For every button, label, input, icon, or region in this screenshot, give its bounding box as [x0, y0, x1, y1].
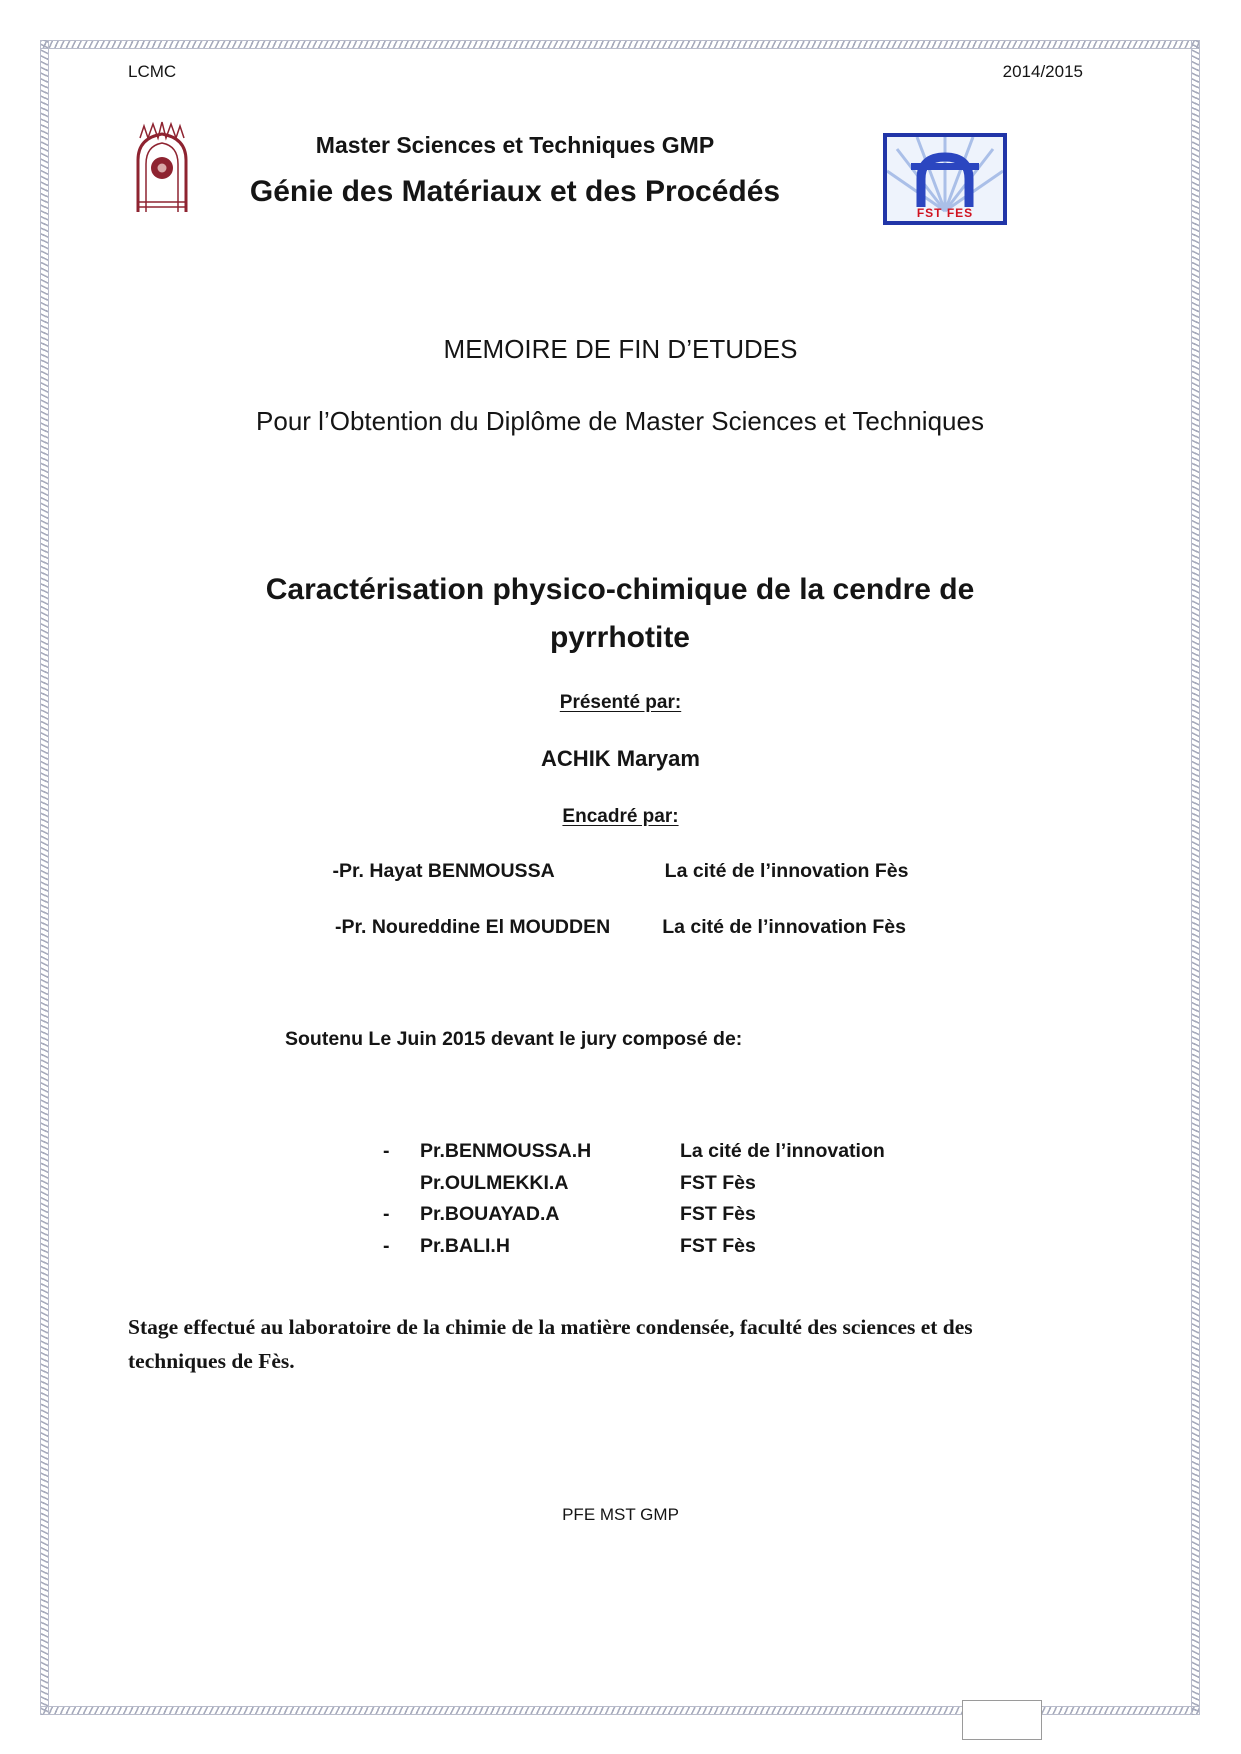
jury-member-name: Pr.BENMOUSSA.H: [420, 1140, 592, 1162]
page-border-top: [40, 40, 1200, 49]
header-academic-year: 2014/2015: [1002, 62, 1083, 81]
jury-list: [383, 1136, 885, 1262]
jury-member-name: Pr.OULMEKKI.A: [420, 1171, 569, 1194]
jury-bullet: -: [383, 1140, 390, 1162]
jury-bullet: -: [383, 1234, 390, 1257]
program-specialty: Génie des Matériaux et des Procédés: [249, 175, 781, 208]
supervisor-affiliation: La cité de l’innovation Fès: [662, 916, 906, 938]
supervisor-affiliation: La cité de l’innovation Fès: [664, 860, 909, 882]
jury-member-name: Pr.BOUAYAD.A: [420, 1203, 560, 1225]
thesis-title: Caractérisation physico-chimique de la cendre de pyrrhotite: [265, 573, 975, 654]
supervisor-name: -Pr. Noureddine El MOUDDEN: [334, 916, 611, 938]
supervisor-name: -Pr. Hayat BENMOUSSA: [332, 860, 555, 882]
defense-statement: Soutenu Le Juin 2015 devant le jury composé de:: [285, 1028, 743, 1050]
jury-bullet: [383, 1168, 420, 1200]
jury-member-affiliation: La cité de l’innovation: [680, 1140, 885, 1162]
fst-fes-logo-caption: FST FES: [916, 206, 974, 220]
memoire-title: MEMOIRE DE FIN D’ETUDES: [443, 334, 798, 364]
jury-member-affiliation: FST Fès: [680, 1234, 756, 1257]
jury-bullet: -: [383, 1203, 390, 1225]
supervisor-row: [0, 916, 1241, 939]
footer-text: PFE MST GMP: [562, 1505, 679, 1524]
jury-member-name: Pr.BALI.H: [420, 1234, 510, 1257]
author-name: ACHIK Maryam: [541, 746, 700, 771]
jury-row: [383, 1199, 885, 1231]
jury-row: [383, 1136, 885, 1168]
jury-member-affiliation: FST Fès: [680, 1171, 756, 1194]
presented-by-label: Présenté par:: [559, 692, 682, 713]
supervised-by-label: Encadré par:: [562, 806, 679, 827]
page-number-box: [962, 1700, 1042, 1740]
memoire-subtitle: Pour l’Obtention du Diplôme de Master Sciences et Techniques: [256, 406, 984, 436]
program-heading: [60, 132, 970, 209]
fst-fes-logo: [883, 133, 1007, 225]
jury-member-affiliation: FST Fès: [680, 1203, 756, 1225]
program-name: Master Sciences et Techniques GMP: [315, 132, 715, 158]
internship-note: Stage effectué au laboratoire de la chimie de la matière condensée, faculté des sciences et des techniques de Fès.: [128, 1315, 973, 1373]
jury-row: [383, 1168, 885, 1200]
supervisor-row: [0, 860, 1241, 883]
header-lab-code: LCMC: [128, 62, 177, 81]
jury-row: [383, 1231, 885, 1263]
